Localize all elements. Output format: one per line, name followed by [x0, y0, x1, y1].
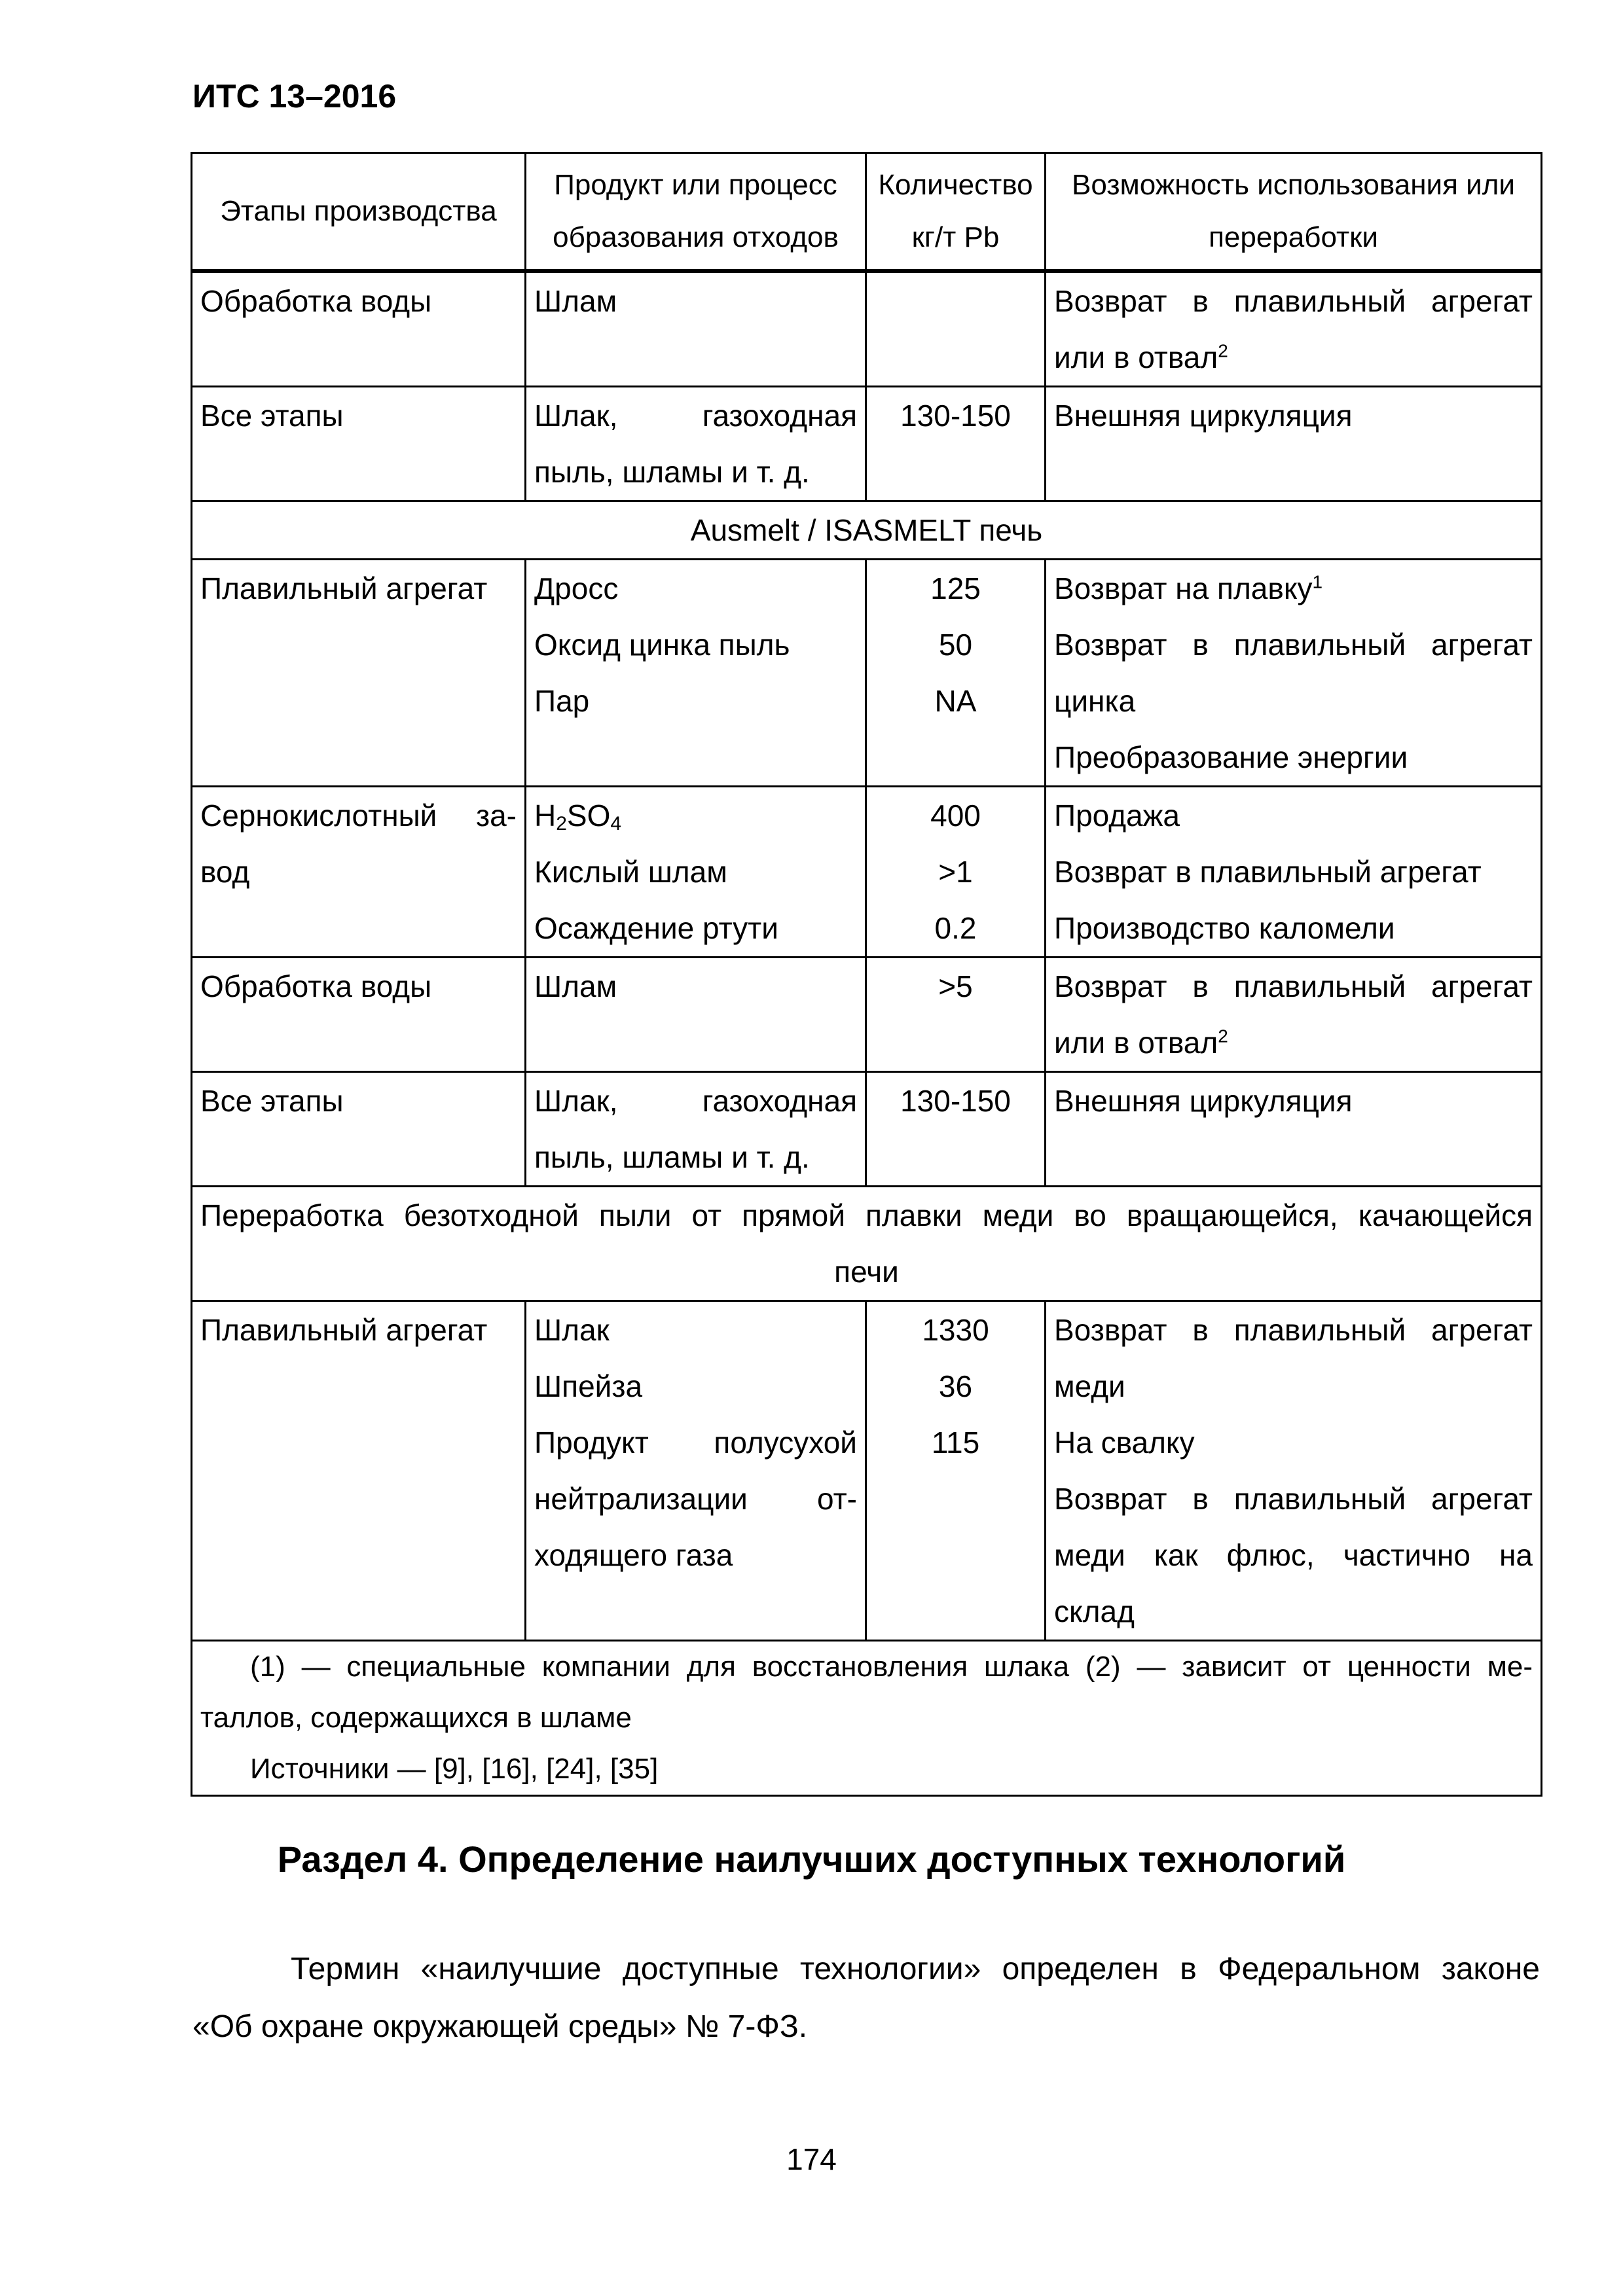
product-cell: Шлак, газоходная пыль, шламы и т. д.	[526, 387, 866, 501]
use-cell: Внешняя циркуляция	[1046, 387, 1542, 501]
table-section-row	[192, 501, 1542, 560]
page-number: 174	[786, 2142, 837, 2176]
quantity-cell: 1330 36 115	[866, 1301, 1046, 1641]
use-cell: Внешняя циркуляция	[1046, 1072, 1542, 1187]
use-cell: Продажа Возврат в плавильный агрегат Производство каломели	[1046, 787, 1542, 958]
table-row	[192, 271, 1542, 387]
table-header-row	[192, 153, 1542, 272]
table-notes: (1) — специальные компании для восстановления шлака (2) — зависит от ценности ме- таллов, содержащихся в шламе Источники — [9], [16], [24], [35]	[192, 1641, 1542, 1796]
table-row	[192, 958, 1542, 1072]
sources-text: Источники — [9], [16], [24], [35]	[250, 1753, 659, 1785]
quantity-cell	[866, 271, 1046, 387]
footnote-text: (1) — специальные компании для восстановления шлака (2) — зависит от ценности ме-	[250, 1651, 1533, 1683]
use-cell: Возврат в плавильный агрегат или в отвал$^2$	[1046, 271, 1542, 387]
use-cell: Возврат в плавильный агрегат или в отвал$^2$	[1046, 958, 1542, 1072]
col-header-stage: Этапы производства	[192, 153, 526, 272]
use-cell: Возврат в плавильный агрегат меди На свалку Возврат в плавильный агрегат меди как флюс, частично на склад	[1046, 1301, 1542, 1641]
document-code: ИТС 13–2016	[192, 78, 397, 115]
section-heading: Раздел 4. Определение наилучших доступных технологий	[277, 1839, 1346, 1880]
stage-cell: Все этапы	[192, 387, 526, 501]
quantity-cell: >5	[866, 958, 1046, 1072]
stage-cell: Сернокислотный за- вод	[192, 787, 526, 958]
table-section-row	[192, 1187, 1542, 1301]
quantity-cell: 130-150	[866, 1072, 1046, 1187]
col-header-product: Продукт или процесс образования отходов	[526, 153, 866, 272]
product-cell: Шлам	[526, 958, 866, 1072]
table-row	[192, 1072, 1542, 1187]
section-title-copper: Переработка безотходной пыли от прямой плавки меди во вращающейся, качающейся печи	[192, 1187, 1542, 1301]
product-cell: Дросс Оксид цинка пыль Пар	[526, 560, 866, 787]
body-paragraph: Термин «наилучшие доступные технологии» определен в Федеральном законе «Об охране окружающей среды» № 7-ФЗ.	[192, 1952, 1540, 2044]
quantity-cell: 125 50 NA	[866, 560, 1046, 787]
quantity-cell: 400 >1 0.2	[866, 787, 1046, 958]
col-header-use: Возможность использования или переработки	[1046, 153, 1542, 272]
use-cell: Возврат на плавку$^1$ Возврат в плавильный агрегат цинка Преобразование энергии	[1046, 560, 1542, 787]
table-row	[192, 560, 1542, 787]
stage-cell: Обработка воды	[192, 271, 526, 387]
table-row	[192, 1301, 1542, 1641]
product-cell: $H_2SO_4$ Кислый шлам Осаждение ртути	[526, 787, 866, 958]
waste-table	[191, 152, 1542, 1797]
col-header-quantity: Количество кг/т Pb	[866, 153, 1046, 272]
formula-h2so4: $H_2SO_4$	[534, 798, 622, 834]
quantity-cell: 130-150	[866, 387, 1046, 501]
stage-cell: Обработка воды	[192, 958, 526, 1072]
table-row	[192, 387, 1542, 501]
table-notes-row	[192, 1641, 1542, 1796]
product-cell: Шлак, газоходная пыль, шламы и т. д.	[526, 1072, 866, 1187]
stage-cell: Плавильный агрегат	[192, 1301, 526, 1641]
table-row	[192, 787, 1542, 958]
product-cell: Шлам	[526, 271, 866, 387]
stage-cell: Все этапы	[192, 1072, 526, 1187]
section-title-ausmelt: Ausmelt / ISASMELT печь	[192, 501, 1542, 560]
stage-cell: Плавильный агрегат	[192, 560, 526, 787]
product-cell: Шлак Шпейза Продукт полусухой нейтрализации от- ходящего газа	[526, 1301, 866, 1641]
